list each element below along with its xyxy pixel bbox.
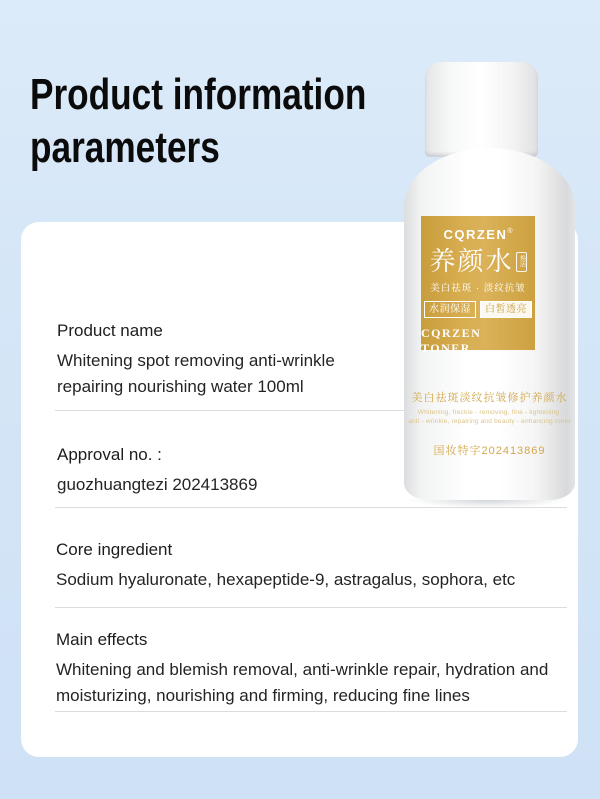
product-name-cn-row [429,248,526,276]
section-label: Approval no. : [57,445,162,464]
bottle-body-print [404,392,575,458]
section-product-name [57,320,395,400]
bottle-cap [425,62,538,157]
print-line-en [404,408,575,426]
section-label: Core ingredient [56,540,173,559]
bottle-front-label [421,216,535,355]
brand-name [443,225,512,241]
print-line-en1: Whitening, freckle - removing, fine - lightening, [417,409,562,416]
section-value: Sodium hyaluronate, hexapeptide-9, astragalus, sophora, etc [56,570,516,589]
print-line-cn: 美白祛斑淡纹抗皱修护养颜水 [411,392,568,404]
section-value: Whitening and blemish removal, anti-wrinkle repair, hydration and moisturizing, nourishing and firming, reducing fine lines [56,660,549,705]
divider [55,607,567,608]
page-title-line2: parameters [30,123,220,172]
page-title [30,68,366,174]
feature-box-brightening: 白皙透亮 [480,301,532,318]
section-label: Main effects [56,630,148,649]
label-badge: 焕活 [516,252,527,272]
print-line-en2: anti - wrinkle, repairing and beauty - enhancing toner [408,418,571,425]
section-core-ingredient [56,539,578,593]
trademark-symbol: ® [507,228,513,235]
label-slogan: 美白祛斑 · 淡纹抗皱 [430,283,526,294]
section-label: Product name [57,321,163,340]
section-value: Whitening spot removing anti-wrinkle repairing nourishing water 100ml [57,351,335,396]
divider [55,711,567,712]
section-value: guozhuangtezi 202413869 [57,475,258,494]
section-main-effects [56,629,578,709]
print-approval-number: 国妆特字202413869 [433,445,546,457]
product-name-en: CQRZEN TONER [421,326,482,355]
brand-text: CQRZEN [443,227,508,242]
feature-box-hydration: 水润保湿 [424,301,476,318]
page-title-line1: Product information [30,70,367,119]
product-bottle-photo [400,60,578,512]
bottle-body [404,148,575,500]
product-name-cn: 养颜水 [429,247,514,276]
feature-boxes [424,301,532,318]
